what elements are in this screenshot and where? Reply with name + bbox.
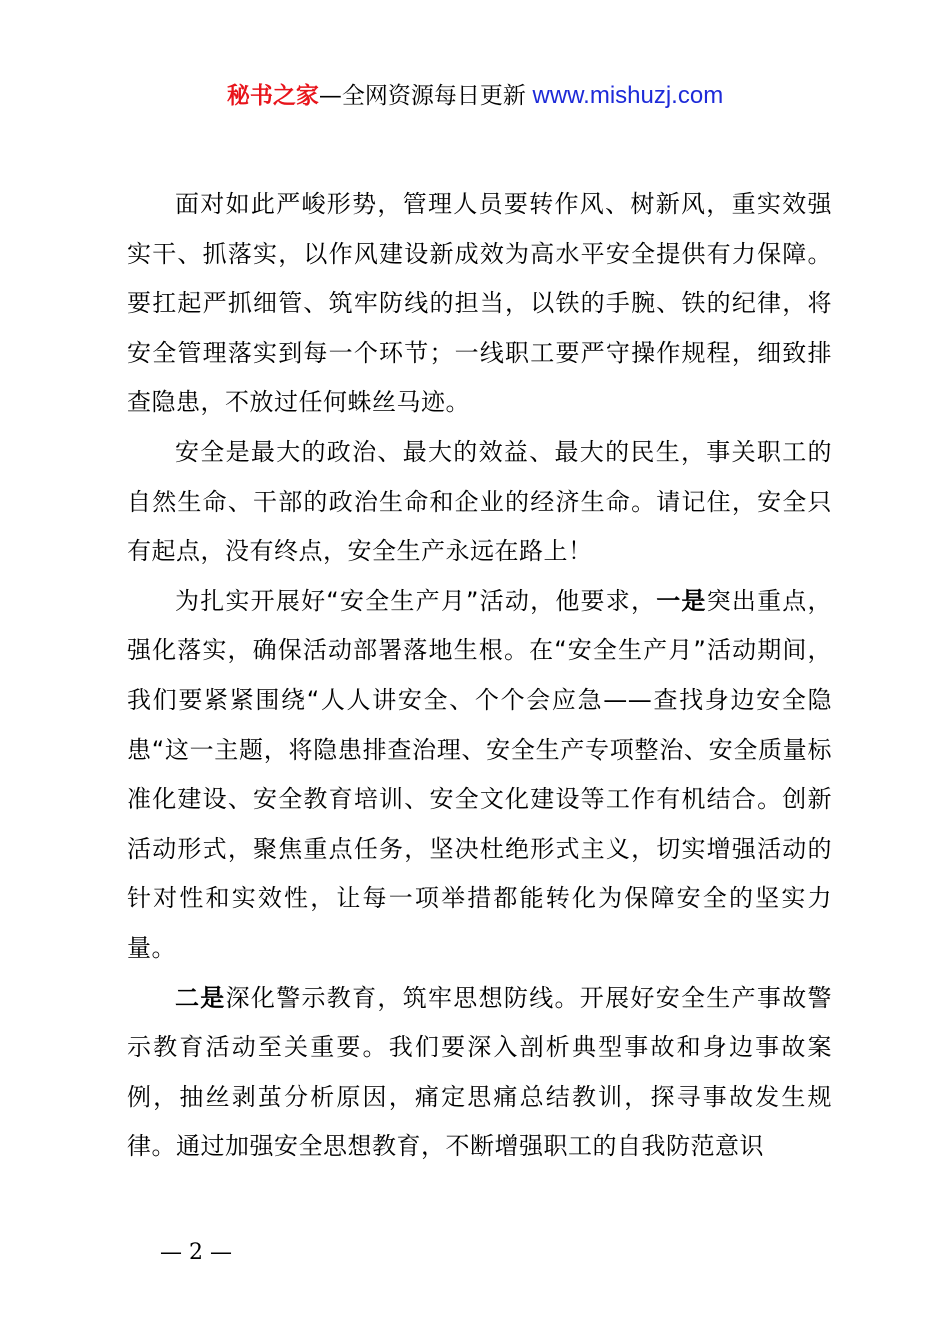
site-header [0, 78, 950, 114]
paragraph-intro: 为扎实开展好“安全生产月”活动，他要求， [175, 586, 657, 615]
paragraph-4 [127, 974, 832, 1172]
site-brand: 秘书之家 [226, 83, 319, 109]
document-body [127, 180, 832, 1172]
site-url-link[interactable]: www.mishuzj.com [525, 82, 724, 109]
paragraph-text: 深化警示教育，筑牢思想防线。开展好安全生产事故警示教育活动至关重要。我们要深入剖析典型事故和身边事故案例，抽丝剥茧分析原因，痛定思痛总结教训，探寻事故发生规律。通过加强安全思想教育，不断增强职工的自我防范意识 [127, 983, 833, 1161]
paragraph-lead-bold: 一是 [656, 586, 707, 615]
paragraph-text: 安全是最大的政治、最大的效益、最大的民生，事关职工的自然生命、干部的政治生命和企业的经济生命。请记住，安全只有起点，没有终点，安全生产永远在路上！ [127, 437, 832, 566]
paragraph-text: 突出重点，强化落实，确保活动部署落地生根。在“安全生产月”活动期间，我们要紧紧围绕“人人讲安全、个个会应急——查找身边安全隐患“这一主题，将隐患排查治理、安全生产专项整治、安全质量标准化建设、安全教育培训、安全文化建设等工作有机结合。创新活动形式，聚焦重点任务，坚决杜绝形式主义，切实增强活动的针对性和实效性，让每一项举措都能转化为保障安全的坚实力量。 [127, 586, 833, 962]
paragraph-lead-bold: 二是 [175, 983, 226, 1012]
paragraph-2 [127, 428, 832, 577]
paragraph-3 [127, 577, 832, 974]
paragraph-text: 面对如此严峻形势，管理人员要转作风、树新风，重实效强实干、抓落实，以作风建设新成效为高水平安全提供有力保障。要扛起严抓细管、筑牢防线的担当，以铁的手腕、铁的纪律，将安全管理落实到每一个环节；一线职工要严守操作规程，细致排查隐患，不放过任何蛛丝马迹。 [127, 190, 832, 417]
page-number: — 2 — [160, 1240, 232, 1265]
site-tagline: —全网资源每日更新 [318, 83, 526, 109]
paragraph-1 [127, 180, 832, 428]
